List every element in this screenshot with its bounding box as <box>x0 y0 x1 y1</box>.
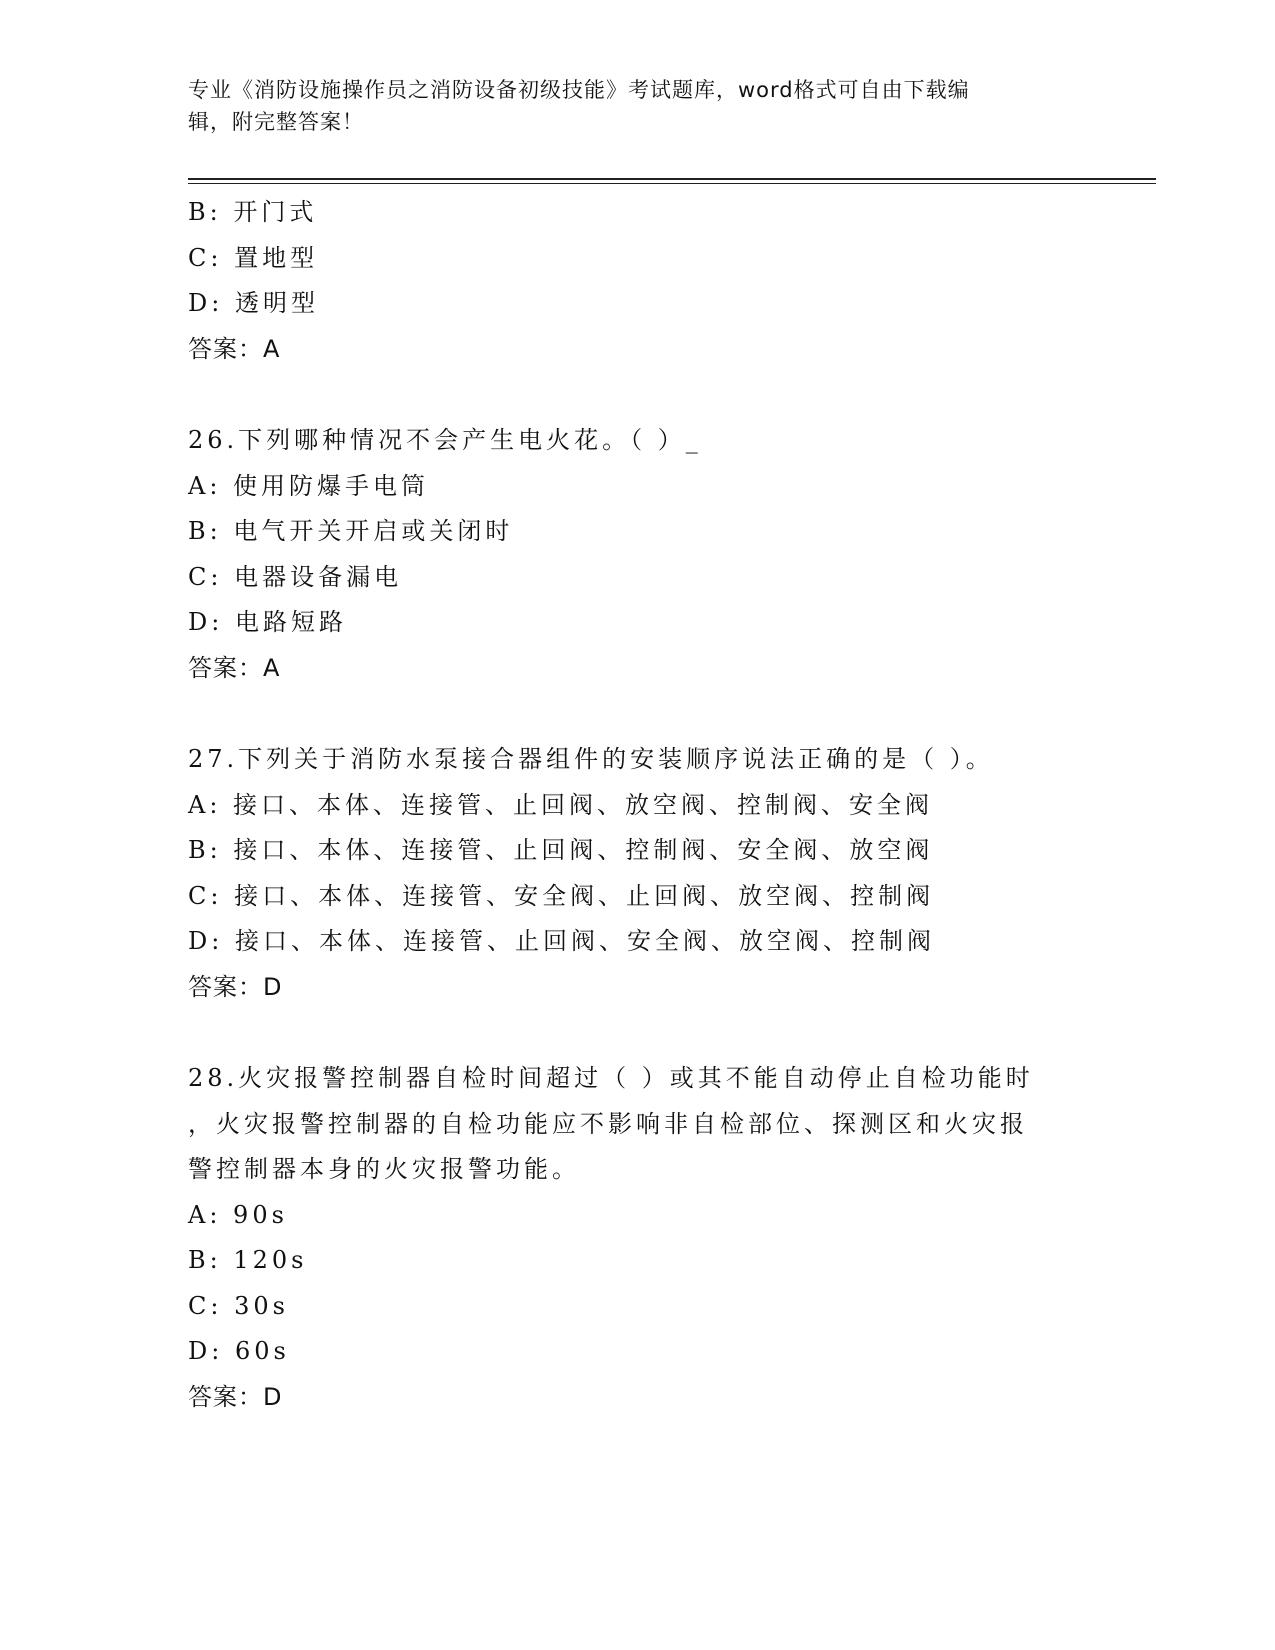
option-d: D: 60s <box>188 1337 290 1365</box>
spacer <box>188 691 1088 737</box>
option-d: D: 接口、本体、连接管、止回阀、安全阀、放空阀、控制阀 <box>188 927 935 955</box>
question-stem: 26.下列哪种情况不会产生电火花。（ ）_ <box>188 426 702 454</box>
question-stem-line-2: ，火灾报警控制器的自检功能应不影响非自检部位、探测区和火灾报 <box>188 1109 1028 1138</box>
question-list <box>188 190 1088 1420</box>
question-28 <box>188 1056 1088 1420</box>
option-a: A: 使用防爆手电筒 <box>188 471 430 500</box>
option-a: A: 90s <box>188 1200 288 1229</box>
option-c: C: 电器设备漏电 <box>188 562 403 591</box>
option-c: C: 30s <box>188 1291 289 1320</box>
option-d: D: 电路短路 <box>188 608 347 636</box>
question-26 <box>188 418 1088 691</box>
question-27 <box>188 737 1088 1010</box>
document-header <box>188 74 1068 138</box>
question-25-tail <box>188 190 1088 372</box>
answer: 答案：A <box>188 334 281 363</box>
header-divider-thin <box>188 183 1156 184</box>
question-stem-line-1: 28.火灾报警控制器自检时间超过（ ）或其不能自动停止自检功能时 <box>188 1064 1034 1092</box>
header-line-1: 专业《消防设施操作员之消防设备初级技能》考试题库，word格式可自由下载编 <box>188 78 970 102</box>
option-c: C: 接口、本体、连接管、安全阀、止回阀、放空阀、控制阀 <box>188 881 935 910</box>
option-c: C: 置地型 <box>188 243 319 272</box>
option-b: B: 120s <box>188 1246 308 1274</box>
question-stem-line-3: 警控制器本身的火灾报警功能。 <box>188 1155 580 1183</box>
option-b: B: 电气开关开启或关闭时 <box>188 517 514 545</box>
header-divider-thick <box>188 178 1156 180</box>
answer: 答案：D <box>188 1382 283 1411</box>
spacer <box>188 1010 1088 1056</box>
option-a: A: 接口、本体、连接管、止回阀、放空阀、控制阀、安全阀 <box>188 790 934 819</box>
question-stem: 27.下列关于消防水泵接合器组件的安装顺序说法正确的是（ ）。 <box>188 745 994 773</box>
option-b: B: 接口、本体、连接管、止回阀、控制阀、安全阀、放空阀 <box>188 836 934 864</box>
answer: 答案：D <box>188 972 283 1001</box>
option-d: D: 透明型 <box>188 289 319 317</box>
answer: 答案：A <box>188 653 281 682</box>
option-b: B: 开门式 <box>188 198 318 226</box>
spacer <box>188 372 1088 418</box>
header-line-2: 辑，附完整答案！ <box>188 110 364 134</box>
